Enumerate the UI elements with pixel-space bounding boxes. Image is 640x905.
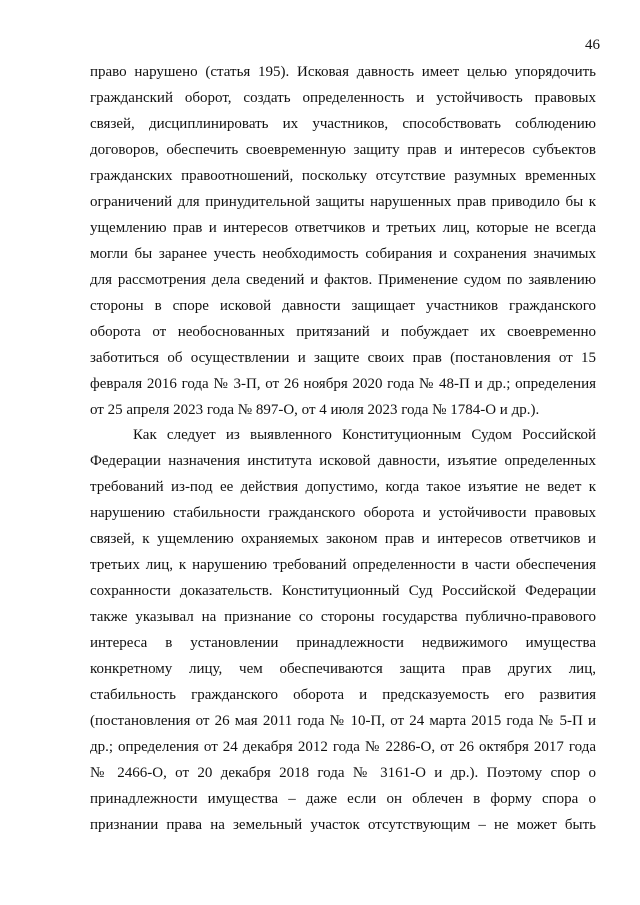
text-line: стороны в споре исковой давности защищает участников гражданского — [90, 298, 596, 314]
text-line: нарушению стабильности гражданского оборота и устойчивости правовых — [90, 505, 596, 521]
text-line: оборота от необоснованных притязаний и побуждает их своевременно — [90, 324, 596, 340]
text-line: требований из-под ее действия допустимо, когда такое изъятие не ведет к — [90, 479, 596, 495]
text-line: гражданских правоотношений, поскольку отсутствие разумных временных — [90, 168, 596, 184]
text-line: признании права на земельный участок отсутствующим – не может быть — [90, 817, 596, 833]
text-line: могли бы заранее учесть необходимость собирания и сохранения значимых — [90, 246, 596, 262]
text-line: ограничений для принудительной защиты нарушенных прав приводило бы к — [90, 194, 596, 210]
text-line: от 25 апреля 2023 года № 897-О, от 4 июля 2023 года № 1784-О и др.). — [90, 402, 540, 418]
text-line: февраля 2016 года № 3-П, от 26 ноября 2020 года № 48-П и др.; определения — [90, 376, 596, 392]
text-line: (постановления от 26 мая 2011 года № 10-П, от 24 марта 2015 года № 5-П и — [90, 713, 596, 729]
text-line: стабильность гражданского оборота и предсказуемость его развития — [90, 687, 596, 703]
text-line: третьих лиц, к нарушению требований определенности в части обеспечения — [90, 557, 596, 573]
text-line: Как следует из выявленного Конституционным Судом Российской — [133, 427, 596, 443]
text-line: конкретному лицу, чем обеспечиваются защита прав других лиц, — [90, 661, 596, 677]
text-line: интереса в установлении принадлежности недвижимого имущества — [90, 635, 596, 651]
text-line: Федерации назначения института исковой давности, изъятие определенных — [90, 453, 596, 469]
text-line: гражданский оборот, создать определенность и устойчивость правовых — [90, 90, 596, 106]
page-number: 46 — [585, 37, 600, 53]
text-line: заботиться об осуществлении и защите своих прав (постановления от 15 — [90, 350, 596, 366]
text-line: также указывал на признание со стороны государства публично-правового — [90, 609, 596, 625]
text-line: связей, дисциплинировать их участников, способствовать соблюдению — [90, 116, 596, 132]
text-line: связей, к ущемлению охраняемых законом прав и интересов ответчиков и — [90, 531, 596, 547]
text-line: др.; определения от 24 декабря 2012 года № 2286-О, от 26 октября 2017 года — [90, 739, 596, 755]
text-line: принадлежности имущества – даже если он облечен в форму спора о — [90, 791, 596, 807]
text-line: № 2466-О, от 20 декабря 2018 года № 3161-О и др.). Поэтому спор о — [90, 765, 596, 781]
text-line: сохранности доказательств. Конституционный Суд Российской Федерации — [90, 583, 596, 599]
text-line: для рассмотрения дела сведений и фактов. Применение судом по заявлению — [90, 272, 596, 288]
text-line: ущемлению прав и интересов ответчиков и третьих лиц, которые не всегда — [90, 220, 596, 236]
text-line: договоров, обеспечить своевременную защиту прав и интересов субъектов — [90, 142, 596, 158]
text-line: право нарушено (статья 195). Исковая давность имеет целью упорядочить — [90, 64, 596, 80]
